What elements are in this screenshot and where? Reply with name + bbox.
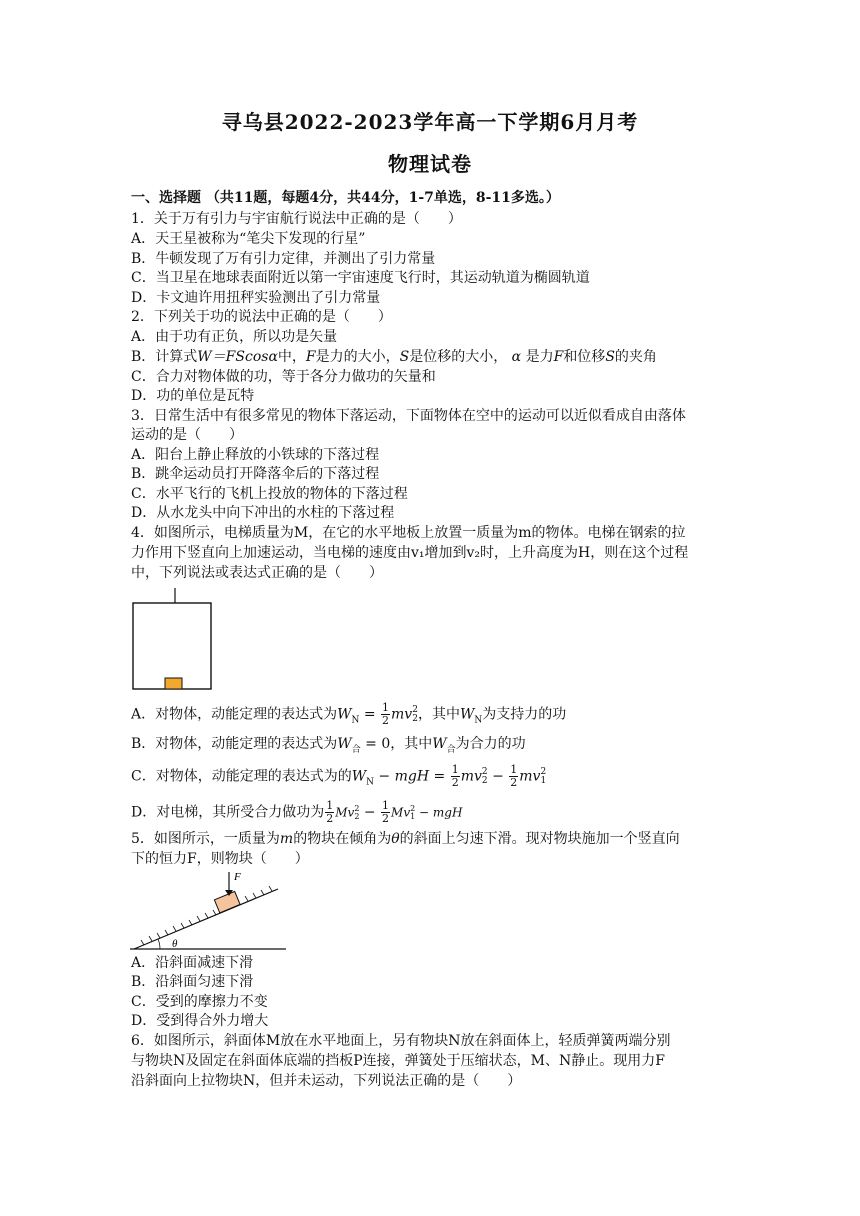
elevator-car [133,603,211,689]
q3-option-b: B．跳伞运动员打开降落伞后的下落过程 [131,466,380,482]
q1-option-b: B．牛顿发现了万有引力定律，并测出了引力常量 [131,251,436,267]
angle-label: θ [172,938,178,950]
incline-block [214,891,240,912]
incline-hatching [141,886,272,945]
q6-stem-line2: 与物块N及固定在斜面体底端的挡板P连接，弹簧处于压缩状态，M、N静止。现用力F [131,1053,665,1069]
q4-stem-line2: 力作用下竖直向上加速运动，当电梯的速度由v₁增加到v₂时，上升高度为H，则在这个过程 [131,545,689,561]
q6-stem-line3: 沿斜面向上拉物块N，但并未运动，下列说法正确的是（ ） [131,1073,522,1089]
q5-option-a: A．沿斜面减速下滑 [131,955,254,971]
q4-stem-line1: 4．如图所示，电梯质量为M，在它的水平地板上放置一质量为m的物体。电梯在钢索的拉 [131,525,686,541]
q3-option-a: A．阳台上静止释放的小铁球的下落过程 [131,447,380,463]
q4-option-c: C．对物体，动能定理的表达式为的$W_N$ − mgH = $\frac{1}{2}$ mv 2 2 − $\frac{1}{2}$ mv 2 1 [131,763,547,789]
q6-stem-line1: 6．如图所示，斜面体M放在水平地面上，另有物块N放在斜面体上，轻质弹簧两端分别 [131,1033,671,1049]
q3-option-d: D．从水龙头中向下冲出的水柱的下落过程 [131,505,395,521]
q5-stem-line1: 5．如图所示，一质量为m的物块在倾角为θ的斜面上匀速下滑。现对物块施加一个竖直向 [131,831,680,847]
q5-stem-line2: 下的恒力F，则物块（ ） [131,851,309,867]
q4-stem-line3: 中，下列说法或表达式正确的是（ ） [131,565,383,581]
q2-option-b: B．计算式W＝FScosα中，F是力的大小，S是位移的大小， α 是力F和位移S的夹角 [131,349,657,365]
q2-option-c: C．合力对物体做的功，等于各分力做功的矢量和 [131,369,436,385]
q2-option-a: A．由于功有正负，所以功是矢量 [131,329,338,345]
q3-stem-line2: 运动的是（ ） [131,427,243,443]
q4-option-d: D．对电梯，其所受合力做功为 $\frac{1}{2}$ Mv 2 2 − $\frac{1}{2}$ Mv 2 1 − mgH [131,799,463,825]
force-label: F [234,871,241,883]
q1-option-d: D．卡文迪许用扭秤实验测出了引力常量 [131,290,381,306]
q5-option-d: D．受到得合外力增大 [131,1013,269,1029]
q4-option-b: B．对物体，动能定理的表达式为$W_合 = 0$，其中$W_合$为合力的功 [131,736,526,755]
section-heading: 一、选择题 （共11题，每题4分，共44分，1-7单选，8-11多选。） [131,190,560,206]
q2-stem: 2．下列关于功的说法中正确的是（ ） [131,309,392,325]
angle-arc [158,939,160,949]
incline-figure [130,868,290,954]
fraction: $\frac{1}{2}$ [382,701,390,727]
q3-stem-line1: 3．日常生活中有很多常见的物体下落运动，下面物体在空中的运动可以近似看成自由落体 [131,408,686,424]
elevator-block [165,678,182,689]
q1-option-c: C．当卫星在地球表面附近以第一宇宙速度飞行时，其运动轨道为椭圆轨道 [131,270,590,286]
q4-option-a: A．对物体，动能定理的表达式为$W_N$ = $\frac{1}{2}$ mv 2 2 ，其中$W_N$为支持力的功 [131,701,567,727]
exam-title: 寻乌县2022-2023学年高一下学期6月月考 [221,110,639,134]
q1-stem: 1．关于万有引力与宇宙航行说法中正确的是（ ） [131,211,462,227]
q2-option-d: D．功的单位是瓦特 [131,388,255,404]
q5-option-c: C．受到的摩擦力不变 [131,994,268,1010]
q1-option-a: A．天王星被称为“笔尖下发现的行星” [131,231,366,247]
exam-subtitle: 物理试卷 [388,152,472,176]
incline-surface [134,889,278,949]
q5-option-b: B．沿斜面匀速下滑 [131,974,254,990]
q3-option-c: C．水平飞行的飞机上投放的物体的下落过程 [131,486,408,502]
elevator-figure [130,588,220,692]
q2-work-formula: W＝FScosα [197,349,278,365]
